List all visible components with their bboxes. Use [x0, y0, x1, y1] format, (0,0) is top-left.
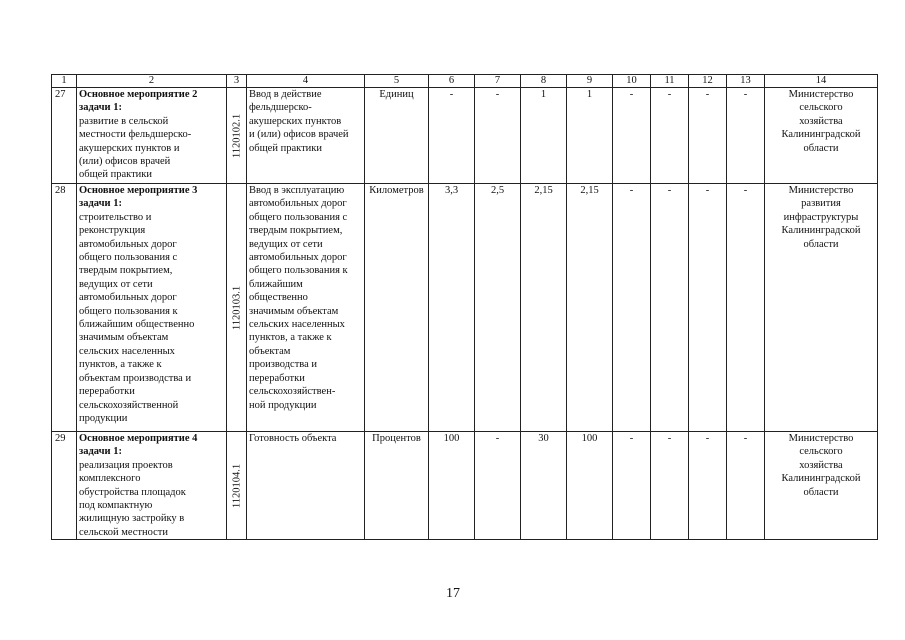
measure-name-cell [77, 432, 227, 540]
col-header: 6 [429, 75, 475, 88]
value-cell: - [651, 184, 689, 432]
responsible-cell: Министерство сельского хозяйства Калининградской области [765, 432, 878, 540]
value-cell: - [475, 432, 521, 540]
value-cell: - [727, 432, 765, 540]
col-header: 14 [765, 75, 878, 88]
col-header: 5 [365, 75, 429, 88]
value-cell: - [651, 88, 689, 184]
row-number: 27 [52, 88, 77, 184]
unit-cell: Единиц [365, 88, 429, 184]
measure-description: реализация проектов комплексного обустройства площадок под компактную жилищную застройку в сельской местности [79, 459, 186, 538]
measure-task: задачи 1: [79, 102, 122, 114]
col-header: 11 [651, 75, 689, 88]
value-cell: 30 [521, 432, 567, 540]
value-cell: - [613, 88, 651, 184]
measure-name-cell [77, 88, 227, 184]
table-row [52, 432, 878, 540]
col-header: 1 [52, 75, 77, 88]
value-cell: 3,3 [429, 184, 475, 432]
table-row [52, 88, 878, 184]
measure-task: задачи 1: [79, 446, 122, 458]
measure-description: строительство и реконструкция автомобильных дорог общего пользования с твердым покрытием, ведущих от сети автомобильных дорог общего пользования к ближайшим общественно значимым объектам сельских населенных пунктов, а также к объектам производства и переработки сельскохозяйственной продукции [79, 211, 195, 424]
col-header: 2 [77, 75, 227, 88]
measure-task: задачи 1: [79, 198, 122, 210]
value-cell: - [475, 88, 521, 184]
value-cell: - [689, 432, 727, 540]
measure-title: Основное мероприятие 2 [79, 89, 198, 100]
value-cell: 100 [429, 432, 475, 540]
code-cell [227, 88, 247, 184]
indicator-cell: Готовность объекта [247, 432, 365, 540]
col-header: 7 [475, 75, 521, 88]
value-cell: 1 [567, 88, 613, 184]
header-row [52, 75, 878, 88]
col-header: 9 [567, 75, 613, 88]
value-cell: 2,15 [521, 184, 567, 432]
col-header: 12 [689, 75, 727, 88]
measure-code: 1120104.1 [230, 463, 242, 508]
page-number: 17 [446, 586, 460, 601]
value-cell: - [689, 184, 727, 432]
code-cell [227, 184, 247, 432]
col-header: 8 [521, 75, 567, 88]
table-row [52, 184, 878, 432]
measure-description: развитие в сельской местности фельдшерско- акушерских пунктов и (или) офисов врачей общей практики [79, 115, 192, 181]
measure-code: 1120102.1 [230, 113, 242, 158]
measure-title: Основное мероприятие 4 [79, 433, 198, 444]
value-cell: - [613, 184, 651, 432]
value-cell: - [727, 184, 765, 432]
measure-name-cell [77, 184, 227, 432]
unit-cell: Процентов [365, 432, 429, 540]
code-cell [227, 432, 247, 540]
col-header: 4 [247, 75, 365, 88]
value-cell: - [651, 432, 689, 540]
indicator-cell: Ввод в эксплуатацию автомобильных дорог общего пользования с твердым покрытием, ведущих от сети автомобильных дорог общего пользования к ближайшим общественно значимым объектам сельских населенных пунктов, а также к объектам производства и переработки сельскохозяйствен- ной продукции [247, 184, 365, 432]
col-header: 10 [613, 75, 651, 88]
unit-cell: Километров [365, 184, 429, 432]
value-cell: 2,15 [567, 184, 613, 432]
responsible-cell: Министерство развития инфраструктуры Калининградской области [765, 184, 878, 432]
value-cell: - [689, 88, 727, 184]
value-cell: 1 [521, 88, 567, 184]
indicator-cell: Ввод в действие фельдшерско- акушерских пунктов и (или) офисов врачей общей практики [247, 88, 365, 184]
program-indicators-table [51, 74, 878, 540]
col-header: 3 [227, 75, 247, 88]
responsible-cell: Министерство сельского хозяйства Калининградской области [765, 88, 878, 184]
value-cell: - [429, 88, 475, 184]
row-number: 28 [52, 184, 77, 432]
measure-title: Основное мероприятие 3 [79, 185, 198, 196]
value-cell: 2,5 [475, 184, 521, 432]
value-cell: 100 [567, 432, 613, 540]
value-cell: - [727, 88, 765, 184]
value-cell: - [613, 432, 651, 540]
measure-code: 1120103.1 [230, 285, 242, 330]
row-number: 29 [52, 432, 77, 540]
col-header: 13 [727, 75, 765, 88]
